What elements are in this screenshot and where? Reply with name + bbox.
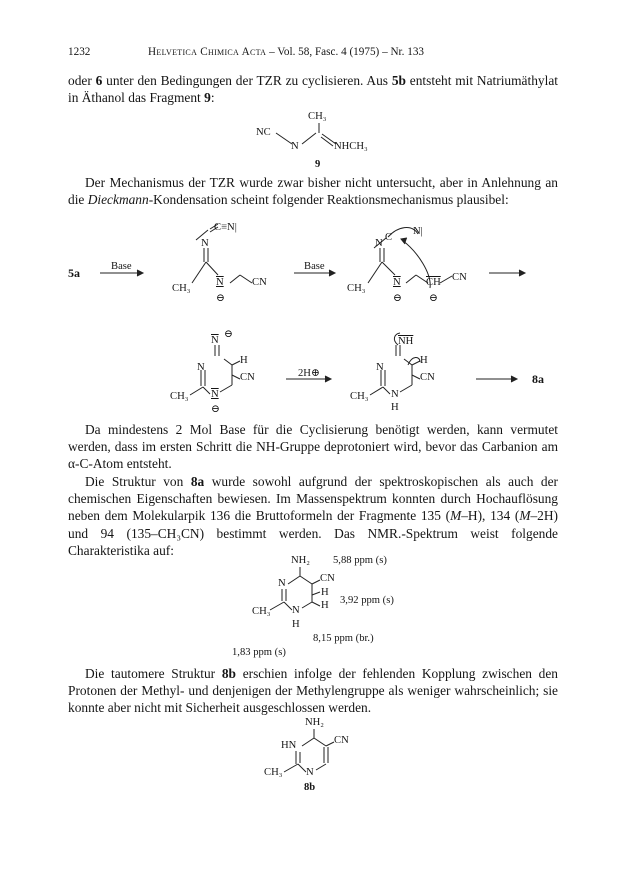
atom-label: N [393,277,401,288]
atom-label: CN [320,573,335,584]
atom-label: CH₃ [252,606,271,617]
atom-label: N [306,767,314,778]
charge-label: ⊖ [216,293,225,304]
atom-label: H [292,619,300,630]
journal-volume: – Vol. 58, Fasc. 4 (1975) – Nr. 133 [266,46,425,58]
compound-ref: 6 [95,73,103,88]
reagent-label: Base [111,261,132,272]
compound-label: 9 [315,159,321,170]
atom-label: N [291,141,299,152]
atom-label: N [211,389,219,400]
atom-label: C [385,232,393,243]
atom-label: N [292,605,300,616]
text: –2H) und 94 (135–CH₃CN) bestimmt werden. Das NMR.-Spektrum weist folgende Charakteristika auf: [68,508,558,558]
atom-label: NC [256,127,271,138]
symbol: M [450,508,462,524]
nmr-shift-nh: 8,15 ppm (br.) [313,633,374,644]
atom-label: NH₂ [291,555,310,566]
atom-label: CH₃ [172,283,191,294]
atom-label: CH₃ [350,391,369,402]
atom-label: N| [413,226,423,237]
text: unter den Bedingungen der TZR zu cyclisieren. Aus [102,73,392,88]
atom-label: CH₃ [347,283,366,294]
atom-label: CN [452,272,467,283]
atom-label: N [278,578,286,589]
text: Der Mechanismus der TZR wurde zwar bisher nicht untersucht, aber in Anlehnung an die [68,175,558,208]
atom-label: CN [240,372,255,383]
atom-label: H [391,402,399,413]
atom-label: N [197,362,205,373]
text: Die Struktur von [85,474,191,489]
atom-label: CN [420,372,435,383]
atom-label: H [240,355,248,366]
atom-label: NHCH₃ [334,141,368,152]
atom-label: C≡N| [214,222,237,233]
atom-label: H [420,355,428,366]
atom-label: N [375,238,383,249]
text: wurde sowohl aufgrund der spektroskopischen als auch der chemischen Eigenschaften bewiesen. Im Massenspektrum konnten durch Hochauflösung neben dem Molekularpik 136 die Bruttoformeln der Fragmente 135 ( [68,474,559,524]
text: erschien infolge der fehlenden Kopplung zwischen den Protonen der Methyl- und denjenigen der Methylengruppe als weniger wahrscheinlich; sie konnte aber nicht mit Sicherheit ausgeschlossen werden. [68,666,558,716]
compound-ref: 8a [190,474,205,489]
atom-label: H [321,600,329,611]
atom-label: N [216,277,224,288]
compound-ref: 8b [221,666,236,681]
charge-label: ⊖ [224,329,233,340]
atom-label: CH₃ [264,767,283,778]
nmr-shift-ch3: 1,83 ppm (s) [232,647,286,658]
reagent-label: Base [304,261,325,272]
atom-label: N [201,238,209,249]
compound-ref: 5b [391,73,406,88]
compound-label: 5a [68,266,80,280]
compound-label: 8a [532,372,544,386]
atom-label: HN [281,740,297,751]
atom-label: CH₃ [308,111,327,122]
journal-name: Helvetica Chimica Acta [148,46,267,58]
name-ref: Dieckmann [87,192,149,208]
atom-label: $\overline{CH}$ [426,277,441,288]
atom-label: N [376,362,384,373]
page-number: 1232 [68,46,91,58]
charge-label: ⊖ [393,293,402,304]
charge-label: ⊖ [429,293,438,304]
charge-label: ⊖ [211,404,220,415]
atom-label: $\overline{NH}$ [398,336,414,347]
text: Die tautomere Struktur [85,666,222,681]
compound-ref: 9 [204,90,211,106]
nmr-shift-ch2: 3,92 ppm (s) [340,595,394,606]
text: -Kondensation scheint folgender Reaktionsmechanismus plausibel: [148,192,509,208]
compound-label: 8b [304,782,316,793]
text: : [210,90,215,106]
atom-label: NH₂ [305,717,324,728]
atom-label: CH₃ [170,391,189,402]
atom-label: $\overline{N}$ [211,335,219,346]
reagent-label: 2H⊕ [298,368,320,379]
text: –H), 134 ( [461,508,520,524]
nmr-shift-nh2: 5,88 ppm (s) [333,555,387,566]
text: oder [68,73,96,88]
atom-label: H [321,587,329,598]
atom-label: N [391,389,399,400]
text: entsteht mit Natriumäthylat in Äthanol das Fragment [68,73,558,106]
atom-label: CN [334,735,349,746]
paragraph-3: Da mindestens 2 Mol Base für die Cyclisierung benötigt werden, kann vermutet werden, dass im ersten Schritt die NH-Gruppe deprotoniert wird, bevor das Carbanion am α-C-Atom entsteht. [68,422,558,472]
symbol: M [519,508,531,524]
atom-label: CN [252,277,267,288]
